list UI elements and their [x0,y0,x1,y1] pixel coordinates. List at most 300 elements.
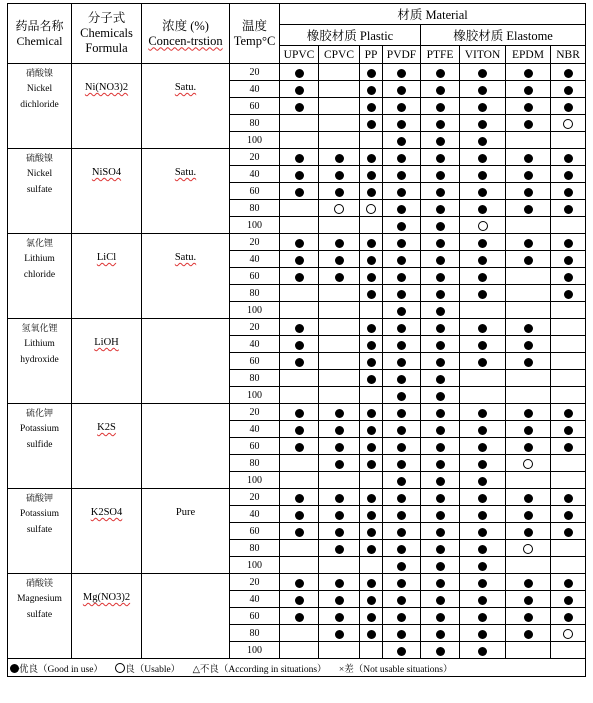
rating-cell-viton [460,149,506,166]
good-dot-icon [478,545,487,554]
rating-cell-upvc [280,98,319,115]
rating-cell-pp [360,132,383,149]
good-dot-icon [478,120,487,129]
good-dot-icon [524,596,533,605]
rating-cell-cpvc [319,642,360,659]
good-dot-icon [367,86,376,95]
rating-cell-cpvc [319,625,360,642]
temperature-value: 40 [230,506,280,523]
good-dot-icon [397,256,406,265]
good-dot-icon [524,511,533,520]
rating-cell-epdm [506,455,551,472]
rating-cell-epdm [506,353,551,370]
rating-cell-viton [460,132,506,149]
rating-cell-pp [360,251,383,268]
concentration-cell [142,64,230,149]
temperature-value: 100 [230,557,280,574]
rating-cell-upvc [280,574,319,591]
chemical-name-en-1: Potassium [19,424,60,434]
rating-cell-pp [360,591,383,608]
good-dot-icon [524,494,533,503]
rating-cell-nbr [551,132,586,149]
rating-cell-ptfe [421,98,460,115]
rating-cell-cpvc [319,64,360,81]
good-dot-icon [397,630,406,639]
rating-cell-ptfe [421,166,460,183]
good-dot-icon [295,358,304,367]
rating-cell-epdm [506,608,551,625]
good-dot-icon [295,256,304,265]
concentration-value: Satu. [174,252,197,263]
rating-cell-upvc [280,455,319,472]
rating-cell-epdm [506,625,551,642]
good-dot-icon [564,171,573,180]
rating-cell-cpvc [319,302,360,319]
good-dot-icon [436,443,445,452]
chemical-name-cell [8,574,72,659]
rating-cell-upvc [280,166,319,183]
good-dot-icon [564,528,573,537]
good-dot-icon [478,154,487,163]
rating-cell-viton [460,302,506,319]
good-dot-icon [436,69,445,78]
rating-cell-viton [460,642,506,659]
good-dot-icon [478,69,487,78]
temperature-value: 40 [230,81,280,98]
rating-cell-nbr [551,234,586,251]
rating-cell-pp [360,319,383,336]
rating-cell-upvc [280,557,319,574]
rating-cell-viton [460,81,506,98]
rating-cell-nbr [551,438,586,455]
good-dot-icon [335,171,344,180]
good-dot-icon [335,460,344,469]
rating-cell-pp [360,64,383,81]
rating-cell-ptfe [421,591,460,608]
chemical-formula: K2SO4 [90,507,123,518]
rating-cell-upvc [280,608,319,625]
rating-cell-upvc [280,183,319,200]
good-dot-icon [524,256,533,265]
rating-cell-epdm [506,132,551,149]
rating-cell-nbr [551,523,586,540]
rating-cell-ptfe [421,506,460,523]
temperature-value: 20 [230,489,280,506]
rating-cell-epdm [506,234,551,251]
chemical-name-cell [8,319,72,404]
rating-cell-epdm [506,472,551,489]
rating-cell-epdm [506,115,551,132]
rating-cell-ptfe [421,319,460,336]
rating-cell-epdm [506,268,551,285]
rating-cell-pvdf [383,64,421,81]
good-dot-icon [564,511,573,520]
rating-cell-ptfe [421,285,460,302]
rating-cell-cpvc [319,336,360,353]
good-dot-icon [295,188,304,197]
rating-cell-viton [460,251,506,268]
good-dot-icon [397,460,406,469]
concentration-value: Satu. [174,82,197,93]
rating-cell-nbr [551,353,586,370]
rating-cell-nbr [551,64,586,81]
good-dot-icon [397,375,406,384]
chemical-name-en-2: sulfide [26,440,53,450]
good-dot-icon [478,630,487,639]
rating-cell-cpvc [319,183,360,200]
good-dot-icon [436,290,445,299]
good-dot-icon [478,137,487,146]
good-dot-icon [397,494,406,503]
temperature-value: 40 [230,421,280,438]
good-dot-icon [436,545,445,554]
rating-cell-upvc [280,319,319,336]
good-dot-icon [397,511,406,520]
good-dot-icon [295,273,304,282]
concentration-value: Satu. [174,167,197,178]
good-dot-icon [436,477,445,486]
good-dot-icon [295,443,304,452]
good-dot-icon [524,324,533,333]
rating-cell-pp [360,285,383,302]
good-dot-icon [478,103,487,112]
material-header-pvdf: PVDF [383,46,421,64]
chemical-name-cell [8,489,72,574]
rating-cell-pvdf [383,166,421,183]
good-dot-icon [436,358,445,367]
legend-not-usable-label: 差（Not usable situations） [344,664,453,675]
header-material: 材质 Material [280,4,586,25]
usable-ring-icon [366,204,376,214]
good-dot-icon [397,443,406,452]
good-dot-icon [335,409,344,418]
good-dot-icon [436,188,445,197]
good-dot-icon [335,630,344,639]
good-dot-icon [367,239,376,248]
rating-cell-ptfe [421,200,460,217]
chemical-name-en-1: Nickel [26,84,53,94]
header-temperature-en: Temp°C [233,33,276,48]
rating-cell-pvdf [383,353,421,370]
usable-ring-icon [334,204,344,214]
rating-cell-pp [360,421,383,438]
good-dot-icon [524,579,533,588]
good-dot-icon [436,154,445,163]
chemical-name-en-1: Nickel [26,169,53,179]
rating-cell-cpvc [319,353,360,370]
rating-cell-upvc [280,285,319,302]
good-dot-icon [564,613,573,622]
rating-cell-nbr [551,251,586,268]
temperature-value: 20 [230,319,280,336]
rating-cell-nbr [551,404,586,421]
rating-cell-epdm [506,217,551,234]
rating-cell-nbr [551,370,586,387]
good-dot-icon [367,358,376,367]
good-dot-icon [436,205,445,214]
temperature-value: 60 [230,438,280,455]
rating-cell-pvdf [383,625,421,642]
good-dot-icon [478,494,487,503]
legend-not-usable [339,665,453,675]
rating-cell-pvdf [383,472,421,489]
rating-cell-nbr [551,183,586,200]
temperature-value: 20 [230,404,280,421]
temperature-value: 20 [230,64,280,81]
good-dot-icon [478,647,487,656]
good-dot-icon [524,86,533,95]
chemical-name-en-1: Lithium [24,339,55,349]
good-dot-icon [367,188,376,197]
good-dot-icon [295,494,304,503]
good-dot-icon [436,528,445,537]
temperature-value: 100 [230,132,280,149]
table-row [8,64,586,81]
rating-cell-epdm [506,370,551,387]
rating-cell-pvdf [383,183,421,200]
good-dot-icon [524,120,533,129]
good-dot-icon [295,86,304,95]
temperature-value: 60 [230,268,280,285]
rating-cell-pvdf [383,455,421,472]
header-formula-en: Chemicals Formula [80,26,133,55]
rating-cell-viton [460,183,506,200]
rating-cell-pp [360,200,383,217]
material-header-cpvc: CPVC [319,46,360,64]
rating-cell-cpvc [319,574,360,591]
temperature-value: 60 [230,523,280,540]
good-dot-icon [367,426,376,435]
rating-cell-upvc [280,217,319,234]
chemical-name-cn: 氢氧化锂 [21,323,58,333]
rating-cell-nbr [551,608,586,625]
good-dot-icon [524,341,533,350]
good-dot-icon [524,69,533,78]
rating-cell-upvc [280,387,319,404]
rating-cell-upvc [280,132,319,149]
good-dot-icon [436,307,445,316]
header-chemical [8,4,72,64]
rating-cell-nbr [551,472,586,489]
rating-cell-pp [360,98,383,115]
good-dot-icon [436,86,445,95]
chemical-name-cn: 硫化钾 [25,408,53,418]
rating-cell-epdm [506,98,551,115]
rating-cell-viton [460,387,506,404]
formula-cell [72,319,142,404]
good-dot-icon [367,494,376,503]
rating-cell-nbr [551,557,586,574]
rating-cell-epdm [506,166,551,183]
chemical-formula: NiSO4 [91,167,122,178]
rating-cell-viton [460,421,506,438]
temperature-value: 20 [230,234,280,251]
good-dot-icon [564,273,573,282]
rating-cell-viton [460,455,506,472]
rating-cell-epdm [506,285,551,302]
header-formula [72,4,142,64]
rating-cell-nbr [551,506,586,523]
rating-cell-epdm [506,183,551,200]
rating-cell-cpvc [319,217,360,234]
chemical-name-cn: 硝酸镁 [25,578,53,588]
rating-cell-cpvc [319,591,360,608]
material-header-ptfe: PTFE [421,46,460,64]
rating-cell-cpvc [319,132,360,149]
rating-cell-pvdf [383,387,421,404]
good-dot-icon [367,324,376,333]
rating-cell-cpvc [319,81,360,98]
rating-cell-pp [360,370,383,387]
rating-cell-pp [360,625,383,642]
good-dot-icon [397,392,406,401]
rating-cell-pvdf [383,523,421,540]
rating-cell-ptfe [421,115,460,132]
rating-cell-epdm [506,387,551,404]
rating-cell-ptfe [421,132,460,149]
rating-cell-cpvc [319,608,360,625]
rating-cell-viton [460,370,506,387]
good-dot-icon [564,205,573,214]
good-dot-icon [397,477,406,486]
concentration-cell [142,149,230,234]
rating-cell-epdm [506,557,551,574]
good-dot-icon [478,171,487,180]
chemical-name-cn: 氯化锂 [25,238,53,248]
rating-cell-viton [460,472,506,489]
temperature-value: 100 [230,387,280,404]
header-concentration [142,4,230,64]
chemical-formula: LiCl [96,252,117,263]
good-dot-icon [367,460,376,469]
rating-cell-pp [360,302,383,319]
good-dot-icon [397,307,406,316]
good-dot-icon [478,341,487,350]
rating-cell-epdm [506,506,551,523]
rating-cell-pvdf [383,540,421,557]
temperature-value: 80 [230,455,280,472]
good-dot-icon [524,239,533,248]
rating-cell-ptfe [421,183,460,200]
concentration-cell [142,489,230,574]
rating-cell-pvdf [383,251,421,268]
legend-good [10,665,103,675]
rating-cell-epdm [506,421,551,438]
rating-cell-ptfe [421,557,460,574]
good-dot-icon [478,579,487,588]
chemical-name-en-2: sulfate [26,525,53,535]
good-dot-icon [478,443,487,452]
good-dot-icon [478,460,487,469]
temperature-value: 20 [230,149,280,166]
rating-cell-viton [460,234,506,251]
rating-cell-pp [360,336,383,353]
rating-cell-pvdf [383,217,421,234]
chemical-name-cell [8,404,72,489]
good-dot-icon [436,103,445,112]
rating-cell-viton [460,217,506,234]
rating-cell-viton [460,64,506,81]
rating-cell-upvc [280,506,319,523]
good-dot-icon [436,613,445,622]
good-dot-icon [524,426,533,435]
good-dot-icon [436,375,445,384]
header-elastomer-group: 橡胶材质 Elastome [421,25,586,46]
chemical-name-cn: 硫酸镍 [25,153,53,163]
rating-cell-cpvc [319,251,360,268]
good-dot-icon [335,426,344,435]
temperature-value: 60 [230,98,280,115]
good-dot-icon [564,579,573,588]
good-dot-icon [335,154,344,163]
good-dot-icon [397,324,406,333]
temperature-value: 40 [230,251,280,268]
rating-cell-viton [460,353,506,370]
good-dot-icon [397,171,406,180]
rating-cell-pvdf [383,285,421,302]
header-concentration-cn: 浓度 (%) [162,18,209,33]
good-dot-icon [397,86,406,95]
formula-cell [72,64,142,149]
rating-cell-upvc [280,438,319,455]
rating-cell-cpvc [319,115,360,132]
good-dot-icon [436,409,445,418]
rating-cell-upvc [280,353,319,370]
good-dot-icon [295,239,304,248]
rating-cell-ptfe [421,421,460,438]
good-dot-icon [397,103,406,112]
rating-cell-upvc [280,115,319,132]
rating-cell-pvdf [383,404,421,421]
rating-cell-nbr [551,336,586,353]
good-dot-icon [478,86,487,95]
rating-cell-pp [360,183,383,200]
good-dot-icon [564,596,573,605]
good-dot-icon [367,69,376,78]
good-dot-icon [436,341,445,350]
formula-cell [72,404,142,489]
rating-cell-upvc [280,540,319,557]
rating-cell-viton [460,404,506,421]
good-dot-icon [478,256,487,265]
good-dot-icon [524,630,533,639]
good-dot-icon [367,256,376,265]
rating-cell-ptfe [421,540,460,557]
good-dot-icon [335,613,344,622]
rating-cell-pp [360,387,383,404]
good-dot-icon [295,613,304,622]
good-dot-icon [564,154,573,163]
table-row [8,319,586,336]
rating-cell-cpvc [319,285,360,302]
rating-cell-cpvc [319,557,360,574]
rating-cell-upvc [280,489,319,506]
legend-good-label: 优良（Good in use） [19,664,103,675]
rating-cell-cpvc [319,166,360,183]
rating-cell-cpvc [319,387,360,404]
temperature-value: 80 [230,370,280,387]
good-dot-icon [367,171,376,180]
chemical-name-cell [8,234,72,319]
good-dot-icon [295,154,304,163]
good-dot-icon [397,222,406,231]
good-dot-icon [524,528,533,537]
good-dot-icon [335,256,344,265]
good-dot-icon [397,358,406,367]
good-dot-icon [397,137,406,146]
usable-ring-icon [563,629,573,639]
formula-cell [72,489,142,574]
